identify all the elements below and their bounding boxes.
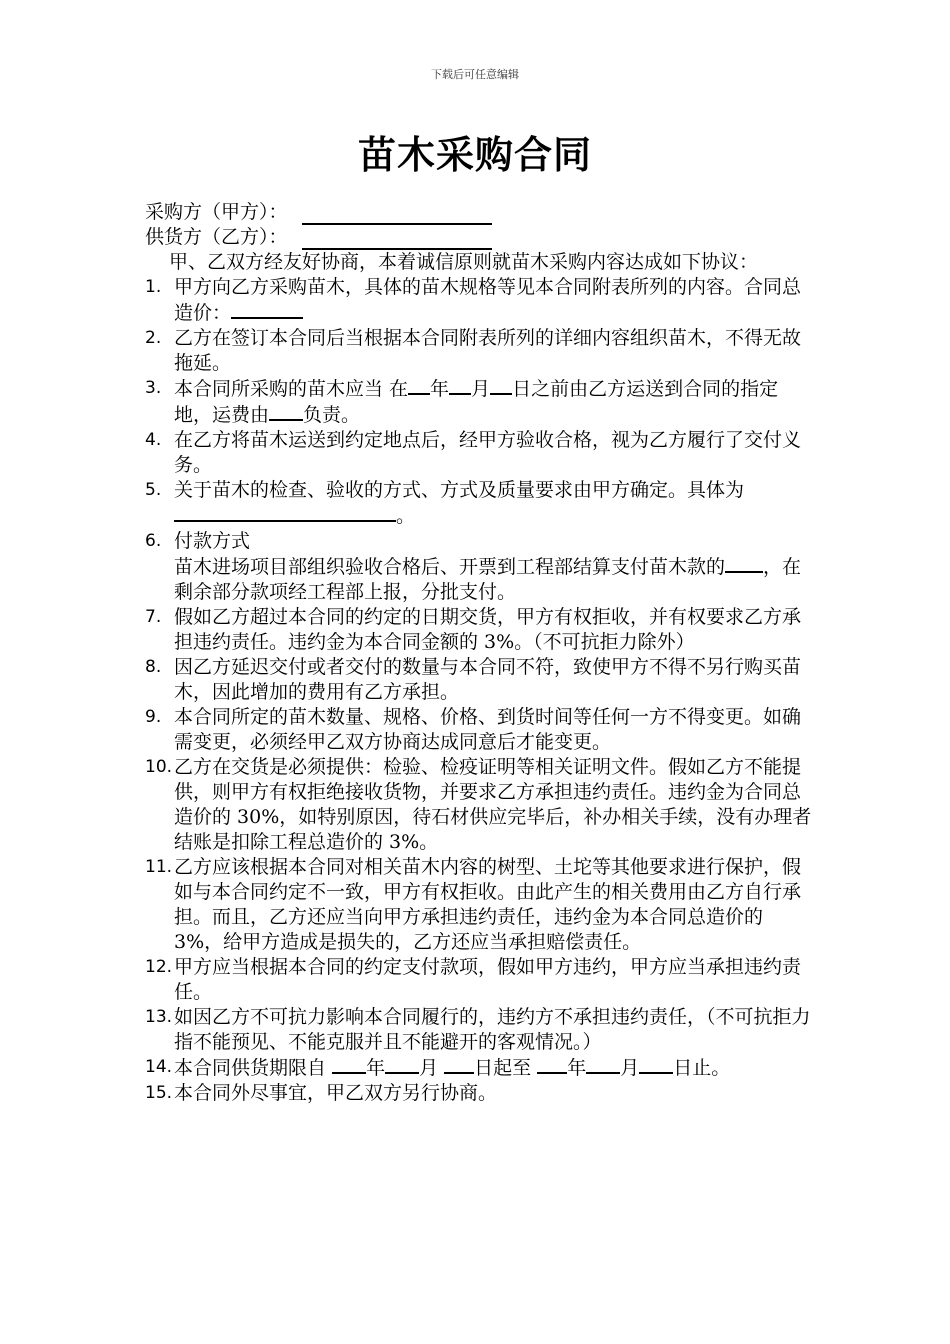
end-year-blank (537, 1055, 567, 1074)
buyer-label: 采购方（甲方）： (145, 201, 288, 223)
clause-1: 1. 甲方向乙方采购苗木，具体的苗木规格等见本合同附表所列的内容。合同总造价： (145, 276, 802, 324)
clause-14: 14. 本合同供货期限自 年 月 日起至 年 月 日止。 (145, 1057, 731, 1079)
start-year-blank (332, 1055, 366, 1074)
day-blank (490, 376, 512, 395)
clause-11: 11. 乙方应该根据本合同对相关苗木内容的树型、土坨等其他要求进行保护，假如与本合同约定不一致，甲方有权拒收。由此产生的相关费用由乙方自行承担。而且，乙方还应当向甲方承担违约责任，违约金为本合同总造价的 3%，给甲方造成是损失的，乙方还应当承担赔偿责任。 (145, 856, 802, 953)
supplier-label: 供货方（乙方）： (145, 226, 288, 248)
clause-7: 7. 假如乙方超过本合同的约定的日期交货，甲方有权拒收，并有权要求乙方承担违约责任。违约金为本合同金额的 3%。（不可抗拒力除外） (145, 606, 802, 653)
end-month-blank (586, 1055, 620, 1074)
payment-blank (725, 554, 763, 573)
end-day-blank (639, 1055, 673, 1074)
clause-8: 8. 因乙方延迟交付或者交付的数量与本合同不符，致使甲方不得不另行购买苗木，因此增加的费用有乙方承担。 (145, 656, 802, 703)
clause-2: 2. 乙方在签订本合同后当根据本合同附表所列的详细内容组织苗木，不得无故拖延。 (145, 327, 802, 374)
contract-body (145, 200, 815, 1106)
intro-paragraph: 甲、乙双方经友好协商，本着诚信原则就苗木采购内容达成如下协议： (169, 251, 759, 273)
payment-heading: 付款方式 (174, 530, 251, 552)
clause-5: 5. 关于苗木的检查、验收的方式、方式及质量要求由甲方确定。具体为。 (145, 479, 745, 527)
start-month-blank (385, 1055, 419, 1074)
page-title: 苗木采购合同 (357, 133, 592, 177)
clause-6: 6. 付款方式 苗木进场项目部组织验收合格后、开票到工程部结算支付苗木款的 ，在剩余部分款项经工程部上报，分批支付。 (145, 529, 815, 605)
year-blank (408, 376, 430, 395)
buyer-line (145, 200, 815, 225)
supplier-blank (302, 230, 492, 250)
clause-10: 10. 乙方在交货是必须提供：检验、检疫证明等相关证明文件。假如乙方不能提供，则甲方有权拒绝接收货物，并要求乙方承担违约责任。违约金为合同总造价的 30%，如特别原因，待石材供应完毕后，补办相关手续，没有办理者结账是扣除工程总造价的 3%。 (145, 756, 812, 853)
clause-12: 12. 甲方应当根据本合同的约定支付款项，假如甲方违约，甲方应当承担违约责任。 (145, 956, 802, 1003)
clause-9: 9. 本合同所定的苗木数量、规格、价格、到货时间等任何一方不得变更。如确需变更，必须经甲乙双方协商达成同意后才能变更。 (145, 706, 802, 753)
inspection-blank (174, 503, 396, 522)
clause-13: 13. 如因乙方不可抗力影响本合同履行的，违约方不承担违约责任，（不可抗拒力指不能预见、不能克服并且不能避开的客观情况。） (145, 1006, 811, 1053)
start-day-blank (444, 1055, 474, 1074)
buyer-blank (302, 205, 492, 225)
supplier-line (145, 225, 815, 250)
header-note: 下载后可任意编辑 (431, 68, 519, 81)
month-blank (449, 376, 471, 395)
total-price-blank (231, 300, 303, 319)
clause-3: 3. 本合同所采购的苗木应当 在 年 月 日之前由乙方运送到合同的指定地，运费由 负责。 (145, 378, 779, 426)
clause-15: 15. 本合同外尽事宜，甲乙双方另行协商。 (145, 1082, 498, 1104)
clause-list (145, 275, 815, 1106)
clause-4: 4. 在乙方将苗木运送到约定地点后，经甲方验收合格，视为乙方履行了交付义务。 (145, 429, 802, 476)
freight-blank (269, 402, 303, 421)
